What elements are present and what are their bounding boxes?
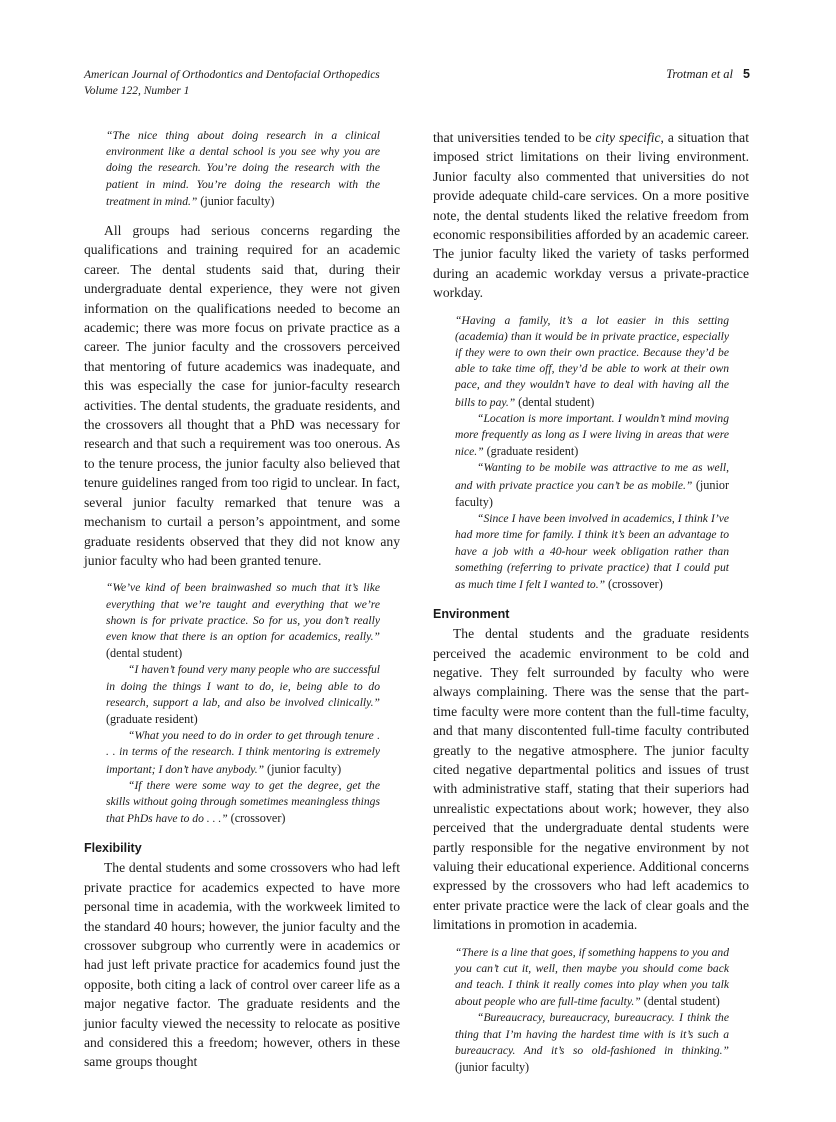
quote-text: “I haven’t found very many people who are successful in doing the things I want to do, ie, being able to do research, support a lab, and also be involved clinically.” xyxy=(106,663,380,709)
quote-attribution: (junior faculty) xyxy=(455,477,729,509)
quote-text: “Wanting to be mobile was attractive to me as well, and with private practice you can’t be as mobile.” xyxy=(455,461,729,492)
running-header-right xyxy=(666,67,750,82)
quote-attribution: (dental student) xyxy=(643,994,720,1009)
paragraph xyxy=(433,128,749,303)
running-header-journal xyxy=(84,67,380,99)
section-heading-environment: Environment xyxy=(433,607,510,622)
quote xyxy=(455,945,729,1011)
journal-volume: Volume 122, Number 1 xyxy=(84,85,190,97)
quote xyxy=(106,662,380,728)
quote-text: “Location is more important. I wouldn’t mind moving more frequently as long as I were living in areas that were nice.” xyxy=(455,411,729,459)
quote-text: “Having a family, it’s a lot easier in this setting (academia) than it would be in private practice, especially if they were to own their own practice. Because they’d be able to take time off, they’d be able to work at their own pace, and they wouldn’t have to deal with having all the bills to pay.” xyxy=(455,313,729,409)
quote-attribution: (junior faculty) xyxy=(267,761,342,776)
quote xyxy=(455,511,729,593)
quote-text: “Bureaucracy, bureaucracy, bureaucracy. I think the thing that I’m having the hardest time with is it’s such a bureaucracy. And it’s so old-fashioned in thinking.” xyxy=(455,1011,729,1057)
quote xyxy=(106,728,380,778)
quote-attribution: (crossover) xyxy=(230,811,286,826)
paragraph: All groups had serious concerns regarding the qualifications and training required for an academic career. The dental students said that, during their undergraduate dental experience, they were not given information on the qualifications needed to become an academic; there was more focus on private practice as a career. The junior faculty and the crossovers perceived that mentoring of future academics was inadequate, and this was especially the case for junior-faculty research activities. The dental students, the graduate residents, and the crossovers all thought that a PhD was necessary for research and that such a requirement was too onerous. As to the tenure process, the junior faculty also believed that tenure guidelines ranged from too rigid to unclear. In fact, several junior faculty remarked that tenure was a mechanism to curtail a person’s appointment, and some graduate residents observed that they did not know any junior faculty who had been granted tenure. xyxy=(84,223,400,568)
quote-attribution: (graduate resident) xyxy=(106,711,198,726)
quote-block xyxy=(433,945,749,1077)
quote xyxy=(455,460,729,511)
authors: Trotman et al xyxy=(666,67,734,81)
section-heading-flexibility: Flexibility xyxy=(84,841,142,856)
right-column xyxy=(433,128,749,1086)
quote-text: “Since I have been involved in academics, I think I’ve had more time for family. I think it’s been an advantage to have a job with a 40-hour week obligation rather than something (referring to private practice) that I could put as much time I felt I wanted to.” xyxy=(455,512,729,591)
emphasis: city specific xyxy=(595,130,661,145)
quote xyxy=(455,313,729,411)
paragraph: The dental students and the graduate residents perceived the academic environment to be cold and negative. They felt surrounded by faculty who were always complaining. There was the sense that the part-time faculty were more content than the full-time faculty, and that many discontented full-time faculty contributed greatly to the negative atmosphere. The junior faculty cited negative departmental politics and issues of trust with administrative staff, stating that their superiors had unrealistic expectations about work; however, they also perceived that the undergraduate dental students were partly responsible for the negative environment by not valuing their educational experience. Additional concerns expressed by the crossovers who had left academics to enter private practice were the lack of clear goals and the limitations in promotion in academia. xyxy=(433,626,749,933)
quote-block xyxy=(433,313,749,593)
quote-text: “If there were some way to get the degree, get the skills without going through sometimes meaningless things that PhDs have to do . . .” xyxy=(106,778,380,826)
quote-text: “There is a line that goes, if something happens to you and you can’t cut it, well, then maybe you should come back and teach. I think it really comes into play when you talk about people who are full-time faculty.” xyxy=(455,945,729,1009)
quote-text: “We’ve kind of been brainwashed so much that it’s like everything that we’re taught and everything that we’re shown is for private practice. So for us, you don’t really even know that there is an option for academics, really.” xyxy=(106,581,380,643)
text: , a situation that imposed strict limitations on their living environment. Junior faculty also commented that universities do not provide adequate child-care services. On a more positive note, the dental students liked the relative freedom from economic responsibilities afforded by an academic career. The junior faculty liked the variety of tasks performed during an academic workday versus a private-practice workday. xyxy=(433,130,749,301)
quote xyxy=(455,411,729,461)
quote xyxy=(106,778,380,828)
quote-attribution: (graduate resident) xyxy=(486,444,579,459)
quote xyxy=(106,580,380,662)
quote-attribution: (junior faculty) xyxy=(455,1060,530,1075)
text: that universities tended to be xyxy=(433,130,596,145)
quote xyxy=(455,1010,729,1076)
left-column xyxy=(84,128,400,1072)
quote-text: “What you need to do in order to get through tenure . . . in terms of the research. I think mentoring is extremely important; I don’t have anybody.” xyxy=(106,729,380,776)
quote-block xyxy=(84,580,400,827)
quote xyxy=(106,128,380,210)
page-number: 5 xyxy=(743,67,750,81)
quote-attribution: (dental student) xyxy=(106,646,183,661)
quote-attribution: (junior faculty) xyxy=(200,193,275,208)
quote-attribution: (crossover) xyxy=(607,576,663,591)
journal-title: American Journal of Orthodontics and Dentofacial Orthopedics xyxy=(84,69,380,81)
quote-attribution: (dental student) xyxy=(518,394,595,409)
quote-text: “The nice thing about doing research in a clinical environment like a dental school is you see why you are doing the research. You’re doing the research with the patient in mind. You’re doing the research with the treatment in mind.” xyxy=(106,129,380,208)
paragraph: The dental students and some crossovers who had left private practice for academics expected to have more personal time in academia, with the workweek limited to the standard 40 hours; however, the junior faculty and the crossover subgroup who currently were in academics or had just left private practice for academics found just the opposite, both citing a lack of control over career life as a major negative factor. The graduate residents and the junior faculty viewed the necessity to relocate as positive and considered this a freedom; however, others in these same groups thought xyxy=(84,860,400,1070)
